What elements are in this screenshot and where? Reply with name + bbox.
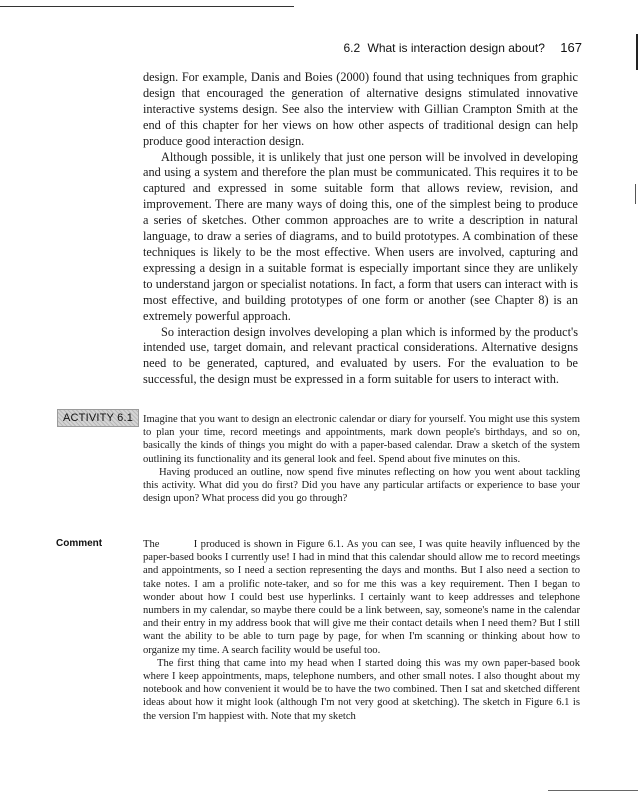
body-paragraph: So interaction design involves developing a plan which is informed by the product's intended use, target domain, and relevant practical considerations. Alternative designs need to be generated, captured, and evaluated by users. For the evaluation to be successful, the design must be expressed in a form suitable for users to interact with.: [143, 324, 578, 387]
comment-paragraph: The I produced is shown in Figure 6.1. As you can see, I was quite heavily influenced by the paper-based books I currently use! I had in mind that this calendar should allow me to record meetings and appointments, so I need a section representing the days and months. But I also need a section to take notes. I am a prolific note-taker, and so for me this was a key requirement. Then I began to wonder about how I could best use hyperlinks. I certainly want to keep addresses and telephone numbers in my calendar, so maybe there could be a link between, say, someone's name in the calendar and their entry in my address book that will give me their contact details when I need them? But I still want the ability to be able to turn page by page, for when I'm scanning or thinking about how to organize my time. A search facility would be useful too.: [143, 539, 583, 656]
comment-label: Comment: [56, 538, 103, 549]
section-title: What is interaction design about?: [367, 41, 545, 55]
activity-box: [143, 413, 580, 505]
comment-paragraph: The first thing that came into my head when I started doing this was my own paper-based book where I keep appointments, maps, telephone numbers, and other small notes. I also thought about my notebook and how convenient it would be to have the two combined. Then I sat and sketched different ideas about how it might look (although I'm not very good at sketching). The sketch in Figure 6.1 is the version I'm happiest with. Note that my sketch: [143, 657, 580, 722]
top-rule: [0, 6, 294, 7]
activity-paragraph: Having produced an outline, now spend five minutes reflecting on how you went about tackling this activity. What did you do first? Did you have any particular artifacts or experience to base your design upon? What process did you go through?: [143, 466, 580, 505]
main-body: [143, 70, 578, 388]
page-number: 167: [560, 40, 582, 55]
section-number: 6.2: [343, 41, 361, 55]
page-edge-mark: [635, 184, 636, 204]
activity-paragraph: Imagine that you want to design an electronic calendar or diary for yourself. You might use this system to plan your time, record meetings and appointments, mark down people's birthdays, and so on, basically the kinds of things you might do with a paper-based calendar. Draw a sketch of the system outlining its functionality and its general look and feel. Spend about five minutes on this.: [143, 414, 580, 465]
body-paragraph: Although possible, it is unlikely that just one person will be involved in developing and using a system and therefore the plan must be communicated. This requires it to be captured and expressed in some suitable form that allows review, revision, and improvement. There are many ways of doing this, one of the simplest being to produce a series of sketches. Other common approaches are to write a description in natural language, to draw a series of diagrams, and to build prototypes. A combination of these techniques is likely to be the most effective. When users are involved, capturing and expressing a design in a suitable format is especially important since they are unlikely to understand jargon or specialist notations. In fact, a form that users can interact with is most effective, and building prototypes of one form or another (see Chapter 8) is an extremely powerful approach.: [143, 149, 578, 323]
comment-box: [143, 538, 583, 723]
running-header: [343, 40, 582, 55]
activity-label: ACTIVITY 6.1: [57, 409, 139, 427]
body-paragraph: design. For example, Danis and Boies (2000) found that using techniques from graphic design that encouraged the generation of alternative designs stimulated innovative interactive systems design. See also the interview with Gillian Crampton Smith at the end of this chapter for her views on how other aspects of traditional design can help produce good interaction design.: [143, 70, 578, 148]
bottom-rule: [548, 790, 638, 791]
